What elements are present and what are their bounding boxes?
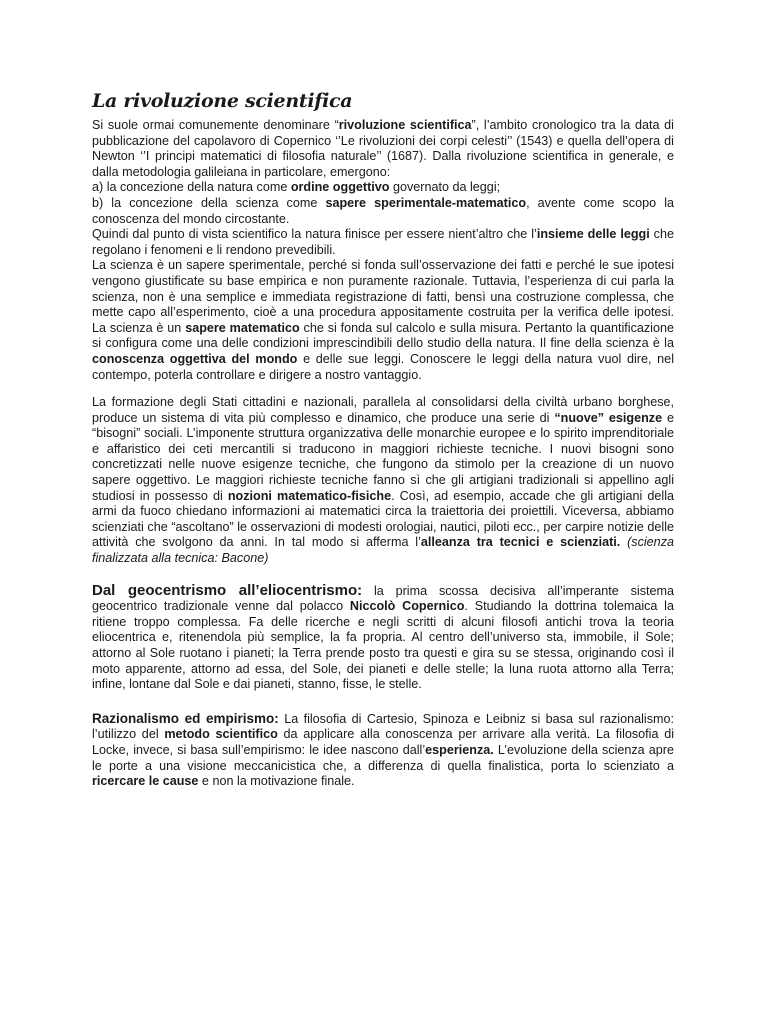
paragraph-spacer (92, 567, 674, 583)
text-run: da applicare alla conoscenza per arrivare alla verità. La filosofia di Locke, invece, si basa sull’empirismo: le idee nascono dall’ (92, 727, 674, 757)
text-run: La formazione degli Stati cittadini e nazionali, parallela al consolidarsi della civiltà urbano borghese, produce un sistema di vita più complesso e dinamico, che produce una serie di (92, 395, 674, 425)
text-run: e non la motivazione finale. (198, 774, 355, 789)
paragraph-scienza (92, 258, 674, 383)
text-run: che si fonda sul calcolo e sulla misura. Pertanto la quantificazione si configura come una delle condizioni imprescindibili dello studio della natura. Il fine della scienza è la (92, 320, 674, 351)
document-title: La rivoluzione scientifica (92, 90, 353, 112)
paragraph-intro (92, 118, 674, 180)
text-run: . Così, ad esempio, accade che gli artigiani della armi da fuoco chiedano informazioni ai matematici circa la traiettoria dei proiettili. Viceversa, abbiamo scienziati che “ascoltano” le osservazioni di modesti orologiai, nautici, piloti ecc., per carpire notizie delle attività che svolgono da anni. In tal modo si afferma l’ (92, 488, 674, 550)
emphasis-alleanza: alleanza tra tecnici e scienziati. (420, 535, 621, 550)
text-run: . Studiando la dottrina tolemaica la ritiene troppo complessa. Fa delle ricerche e negli scritti di alcuni filosofi antichi trova la teoria eliocentrica e, ritenendola più semplice, la fa propria. Al centro dell’universo sta, immobile, il Sole; attorno al Sole ruotano i pianeti; la Terra prende posto tra questi e gira su se stessa, originando così il moto apparente, attorno ad essa, del Sole, dei pianeti e delle stelle; la luna ruota attorno alla Terra; infine, lontane dal Sole e dai pianeti, stanno, fisse, le stelle. (92, 599, 674, 692)
emphasis-ordine-oggettivo: ordine oggettivo (290, 180, 390, 195)
text-run: Quindi dal punto di vista scientifico la natura finisce per essere nient’altro che l’ (92, 227, 537, 242)
emphasis-sapere-sperimentale: sapere sperimentale-matematico (325, 195, 527, 210)
text-run: che regolano i fenomeni e li rendono prevedibili. (92, 227, 674, 257)
text-run: e delle sue leggi. Conoscere le leggi della natura vuol dire, nel contempo, poterla controllare e dirigere a nostro vantaggio. (92, 351, 674, 382)
paragraph-spacer (92, 693, 674, 711)
paragraph-stati (92, 395, 674, 567)
emphasis-copernico: Niccolò Copernico (349, 599, 465, 614)
text-run: La scienza è un sapere sperimentale, perché si fonda sull’osservazione dei fatti e perché le sue ipotesi vengono giustificate su base empirica e non puramente razionale. Tuttavia, l’esperienza di cui parla la scienza, non è una semplice e immediata registrazione di fatti, bensì una costruzione complessa, che mette capo all’esperimento, cioè a una procedura appositamente costruita per la verifica delle ipotesi. La scienza è un (92, 258, 674, 335)
emphasis-esperienza: esperienza. (425, 742, 494, 757)
text-run: ”, l’ambito cronologico tra la data di pubblicazione del capolavoro di Copernico ‘’Le rivoluzioni dei corpi celesti’’ (1543) e quella dell’opera di Newton ‘’I principi matematici di filosofia naturale’’ (1687). Dalla rivoluzione scientifica in generale, e dalla metodologia galileiana in particolare, emergono: (92, 118, 674, 179)
paragraph-leggi (92, 227, 674, 258)
note-bacone: (scienza finalizzata alla tecnica: Bacone) (92, 535, 674, 566)
emphasis-metodo-scientifico: metodo scientifico (164, 727, 278, 742)
paragraph-geocentrismo (92, 583, 674, 693)
section-heading-razionalismo: Razionalismo ed empirismo: (92, 710, 279, 726)
list-item-b (92, 196, 674, 227)
emphasis-nuove-esigenze: “nuove” esigenze (554, 410, 663, 425)
text-run: , avente come scopo la conoscenza del mondo circostante. (92, 195, 674, 226)
emphasis-insieme-leggi: insieme delle leggi (536, 227, 650, 242)
list-item-a (92, 180, 674, 196)
emphasis-nozioni-matematico-fisiche: nozioni matematico-fisiche (227, 488, 392, 503)
text-run: governato da leggi; (389, 180, 501, 195)
paragraph-spacer (92, 383, 674, 395)
text-run: Si suole ormai comunemente denominare “ (92, 118, 339, 132)
text-run: e “bisogni” sociali. L’imponente struttura organizzativa delle monarchie europee e lo spirito imprenditoriale e affaristico dei ceti mercantili si traducono in maggiori richieste tecniche. I nuovi bisogni sono concretizzati nelle nuove esigenze tecniche, che fungono da stimolo per la creazione di un nuovo sapere oggettivo. Le maggiori richieste tecniche fanno sì che gli artigiani tradizionali si appellino agli studiosi in possesso di (92, 410, 674, 503)
text-run: La filosofia di Cartesio, Spinoza e Leibniz si basa sul razionalismo: l’utilizzo del (92, 711, 675, 742)
text-run: L’evoluzione della scienza apre le porte a una visione meccanicistica che, a differenza di quella finalistica, porta lo scienziato a (92, 742, 674, 773)
emphasis-ricercare-cause: ricercare le cause (92, 774, 199, 789)
document-page (92, 88, 674, 790)
paragraph-razionalismo (92, 711, 674, 790)
text-run: a) la concezione della natura come (92, 180, 291, 195)
emphasis-sapere-matematico: sapere matematico (185, 320, 300, 335)
emphasis-rivoluzione-scientifica: rivoluzione scientifica (338, 118, 472, 132)
emphasis-conoscenza-oggettiva: conoscenza oggettiva del mondo (92, 351, 298, 366)
text-run: b) la concezione della scienza come (92, 195, 326, 210)
section-heading-geocentrismo: Dal geocentrismo all’eliocentrismo: (92, 581, 363, 599)
text-run: la prima scossa decisiva all’imperante sistema geocentrico tradizionale venne dal polacco (92, 583, 674, 614)
